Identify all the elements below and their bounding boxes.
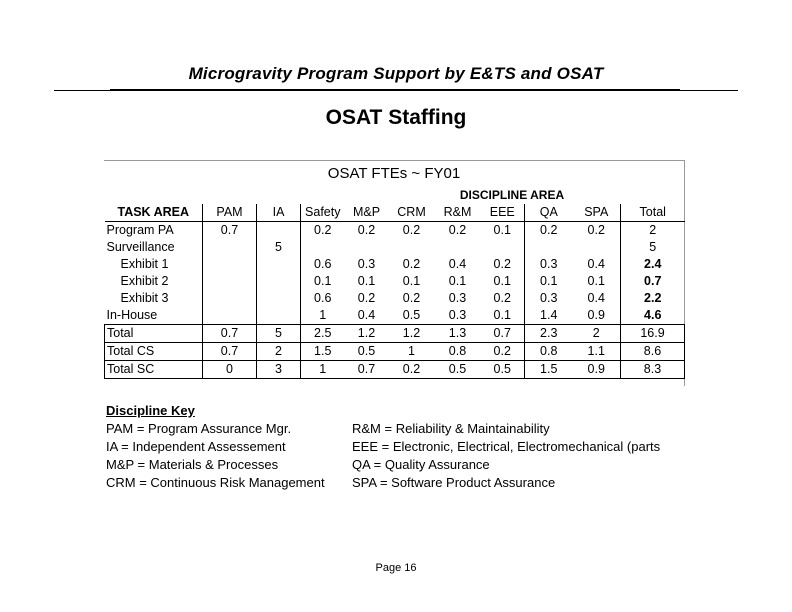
cell-safety: 0.6 (301, 290, 345, 307)
cell-mp (345, 239, 389, 256)
cell-qa (525, 239, 573, 256)
cell-spa: 0.9 (573, 361, 621, 379)
cell-crm: 1 (389, 343, 435, 361)
cell-crm: 1.2 (389, 325, 435, 343)
cell-spa: 2 (573, 325, 621, 343)
cell-mp: 0.3 (357, 257, 376, 271)
cell-total: 0.7 (621, 273, 685, 290)
cell-spa: 0.4 (587, 291, 605, 305)
page-number: Page 16 (375, 562, 417, 574)
cell-pam (203, 256, 257, 273)
column-header: EEE (481, 204, 525, 222)
header-rule (110, 89, 680, 91)
cell-pam (203, 239, 257, 256)
cell-safety: 1 (301, 361, 345, 379)
cell-spa (573, 239, 621, 256)
cell-safety: 0.1 (301, 273, 345, 290)
cell-safety (301, 239, 345, 256)
cell-spa: 0.1 (587, 274, 605, 288)
staffing-spreadsheet (104, 160, 685, 386)
cell-mp: 0.1 (357, 274, 376, 288)
cell-crm: 0.2 (389, 361, 435, 379)
cell-mp: 0.2 (357, 223, 376, 237)
cell-safety: 1 (301, 307, 345, 325)
cell-safety: 0.6 (301, 256, 345, 273)
cell-ia (257, 307, 301, 325)
cell-eee: 0.2 (481, 343, 525, 361)
key-entry: IA = Independent Assessement (106, 439, 286, 454)
cell-qa: 0.8 (525, 343, 573, 361)
column-header: Total (621, 204, 685, 222)
cell-qa: 1.5 (525, 361, 573, 379)
key-entry: QA = Quality Assurance (352, 457, 490, 472)
key-row (106, 474, 686, 492)
column-header: M&P (345, 204, 389, 222)
task-label: In-House (106, 308, 158, 322)
cell-ia: 5 (257, 325, 301, 343)
cell-qa: 2.3 (525, 325, 573, 343)
cell-safety: 1.5 (301, 343, 345, 361)
cell-qa: 0.3 (525, 290, 573, 307)
cell-rm: 0.8 (435, 343, 481, 361)
cell-pam (203, 307, 257, 325)
cell-total: 5 (621, 239, 685, 256)
cell-total: 16.9 (621, 325, 685, 343)
section-title: OSAT Staffing (325, 106, 467, 129)
cell-pam: 0.7 (203, 325, 257, 343)
task-label: Exhibit 2 (120, 274, 169, 288)
cell-total: 2.2 (621, 290, 685, 307)
key-entry: M&P = Materials & Processes (106, 457, 279, 472)
cell-total: 2.4 (621, 256, 685, 273)
cell-ia: 5 (257, 239, 301, 256)
cell-rm: 0.5 (435, 361, 481, 379)
cell-spa: 0.2 (587, 223, 605, 237)
key-entry: PAM = Program Assurance Mgr. (106, 421, 292, 436)
cell-spa: 0.4 (587, 257, 605, 271)
task-label: Total CS (105, 343, 203, 361)
cell-rm: 0.3 (448, 308, 467, 322)
table-row (105, 273, 685, 290)
cell-pam (203, 273, 257, 290)
cell-total: 4.6 (621, 307, 685, 325)
column-header: SPA (573, 204, 621, 222)
cell-eee: 0.5 (481, 361, 525, 379)
key-row (106, 456, 686, 474)
task-label: Total (105, 325, 203, 343)
cell-eee: 0.7 (481, 325, 525, 343)
cell-crm: 0.2 (402, 257, 421, 271)
totals-row (105, 361, 685, 379)
task-label: Exhibit 1 (120, 257, 169, 271)
sheet-title: OSAT FTEs ~ FY01 (327, 165, 461, 182)
cell-ia: 3 (257, 361, 301, 379)
page-header-title: Microgravity Program Support by E&TS and OSAT (188, 64, 604, 83)
cell-rm: 0.2 (448, 223, 467, 237)
key-entry: CRM = Continuous Risk Management (106, 475, 325, 490)
cell-rm (435, 239, 481, 256)
cell-safety: 0.2 (301, 222, 345, 240)
cell-total: 2 (621, 222, 685, 240)
column-header: TASK AREA (105, 204, 203, 222)
task-label: Surveillance (106, 240, 175, 254)
cell-rm: 0.3 (448, 291, 467, 305)
cell-crm: 0.2 (402, 223, 421, 237)
cell-qa: 1.4 (525, 307, 573, 325)
cell-mp: 0.5 (345, 343, 389, 361)
key-row (106, 420, 686, 438)
table-row (105, 307, 685, 325)
cell-mp: 0.4 (357, 308, 376, 322)
header-rule-right (680, 90, 738, 91)
cell-eee: 0.2 (493, 291, 511, 305)
cell-ia (257, 290, 301, 307)
cell-ia (257, 256, 301, 273)
cell-ia: 2 (257, 343, 301, 361)
cell-total: 8.3 (621, 361, 685, 379)
cell-eee: 0.1 (493, 308, 511, 322)
task-label: Exhibit 3 (120, 291, 169, 305)
cell-crm: 0.5 (402, 308, 421, 322)
discipline-key-heading: Discipline Key (106, 403, 195, 418)
cell-ia (257, 222, 301, 240)
table-row (105, 290, 685, 307)
table-row (105, 256, 685, 273)
discipline-key (106, 402, 686, 492)
totals-row (105, 325, 685, 343)
cell-eee: 0.1 (493, 223, 511, 237)
totals-row (105, 343, 685, 361)
cell-qa: 0.2 (525, 222, 573, 240)
header-rule-left (54, 90, 110, 91)
cell-mp: 0.7 (345, 361, 389, 379)
column-header: QA (525, 204, 573, 222)
cell-spa: 1.1 (573, 343, 621, 361)
cell-total: 8.6 (621, 343, 685, 361)
cell-eee: 0.2 (493, 257, 511, 271)
task-label: Program PA (106, 223, 174, 237)
cell-crm: 0.1 (402, 274, 421, 288)
cell-pam (203, 290, 257, 307)
cell-safety: 2.5 (301, 325, 345, 343)
key-entry: R&M = Reliability & Maintainability (352, 421, 550, 436)
key-entry: SPA = Software Product Assurance (352, 475, 556, 490)
key-entry: EEE = Electronic, Electrical, Electromechanical (parts (352, 439, 661, 454)
cell-pam: 0.7 (203, 222, 257, 240)
column-header: PAM (203, 204, 257, 222)
cell-rm: 0.4 (448, 257, 467, 271)
table-header-row (105, 204, 685, 222)
cell-pam: 0 (203, 361, 257, 379)
column-header: Safety (301, 204, 345, 222)
cell-mp: 1.2 (345, 325, 389, 343)
task-label: Total SC (105, 361, 203, 379)
cell-crm: 0.2 (402, 291, 421, 305)
cell-pam: 0.7 (203, 343, 257, 361)
cell-crm (389, 239, 435, 256)
column-header: R&M (435, 204, 481, 222)
column-header: CRM (389, 204, 435, 222)
column-header: IA (257, 204, 301, 222)
staffing-table (104, 204, 685, 379)
cell-rm: 1.3 (435, 325, 481, 343)
cell-ia (257, 273, 301, 290)
key-row (106, 438, 686, 456)
table-row (105, 239, 685, 256)
cell-eee (481, 239, 525, 256)
discipline-area-header: DISCIPLINE AREA (459, 188, 565, 202)
cell-qa: 0.1 (525, 273, 573, 290)
cell-eee: 0.1 (493, 274, 511, 288)
table-row (105, 222, 685, 240)
cell-mp: 0.2 (357, 291, 376, 305)
cell-rm: 0.1 (448, 274, 467, 288)
cell-qa: 0.3 (525, 256, 573, 273)
cell-spa: 0.9 (587, 308, 605, 322)
